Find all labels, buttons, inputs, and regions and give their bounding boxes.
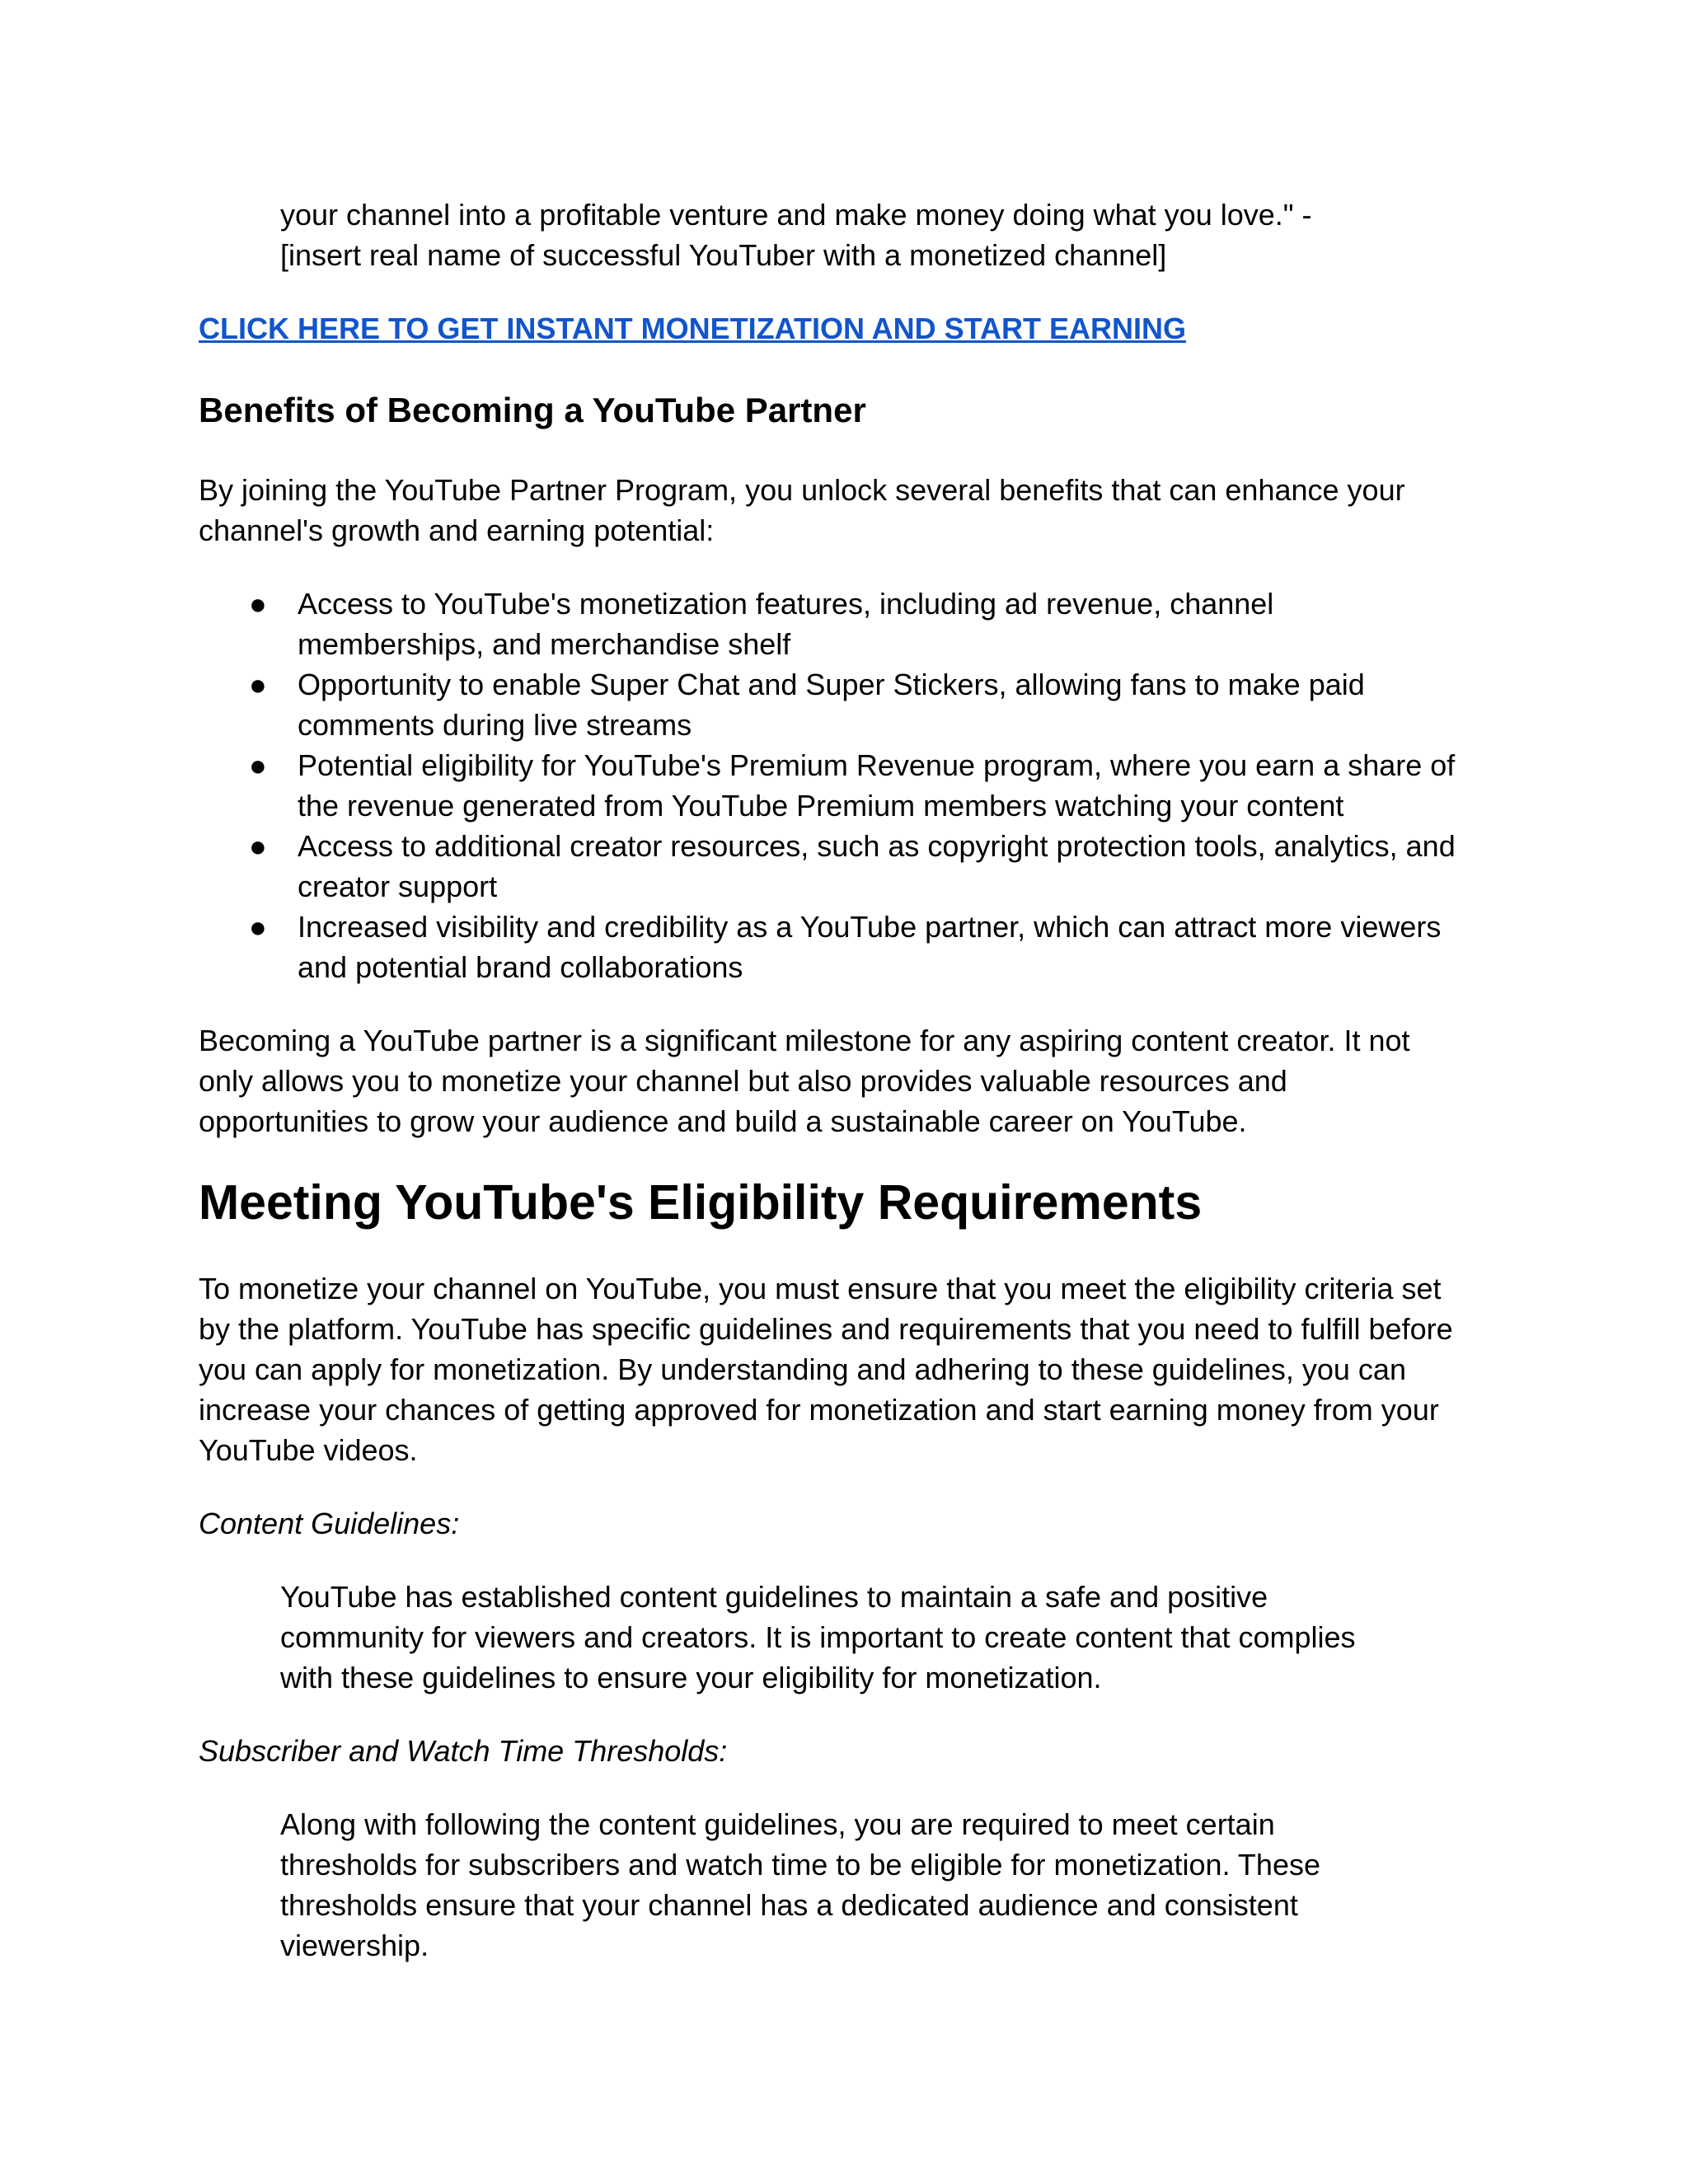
benefits-heading: Benefits of Becoming a YouTube Partner: [199, 391, 866, 429]
eligibility-heading: Meeting YouTube's Eligibility Requirements: [199, 1175, 1203, 1230]
bullet-icon: ●: [249, 910, 267, 944]
bullet-icon: ●: [249, 668, 267, 701]
bullet-icon: ●: [249, 587, 267, 621]
text-line: Access to additional creator resources, such as copyright protection tools, analytics, and: [298, 829, 1456, 863]
monetization-cta-link[interactable]: CLICK HERE TO GET INSTANT MONETIZATION AND START EARNING: [199, 312, 1186, 345]
benefits-list: [199, 583, 1501, 987]
text-line: thresholds for subscribers and watch time to be eligible for monetization. These: [280, 1848, 1320, 1882]
text-line: YouTube has established content guidelines to maintain a safe and positive: [280, 1580, 1268, 1614]
content-guidelines-text: [199, 1577, 1501, 1698]
text-line: opportunities to grow your audience and build a sustainable career on YouTube.: [199, 1104, 1247, 1138]
list-item: [199, 745, 1501, 826]
text-line: creator support: [298, 869, 498, 903]
list-item: [199, 907, 1501, 987]
eligibility-intro: [199, 1268, 1501, 1470]
benefits-outro: [199, 1020, 1501, 1141]
text-line: Potential eligibility for YouTube's Premium Revenue program, where you earn a share of: [298, 748, 1456, 782]
text-line: by the platform. YouTube has specific guidelines and requirements that you need to fulfill before: [199, 1312, 1453, 1346]
text-line: Becoming a YouTube partner is a significant milestone for any aspiring content creator. It not: [199, 1024, 1410, 1057]
text-line: memberships, and merchandise shelf: [298, 627, 791, 661]
quote-attribution: [insert real name of successful YouTuber with a monetized channel]: [280, 238, 1167, 272]
quote-line: your channel into a profitable venture and make money doing what you love." -: [280, 198, 1312, 232]
text-line: comments during live streams: [298, 708, 692, 742]
text-line: Opportunity to enable Super Chat and Super Stickers, allowing fans to make paid: [298, 668, 1365, 701]
text-line: with these guidelines to ensure your eligibility for monetization.: [280, 1661, 1102, 1694]
list-item: [199, 664, 1501, 745]
bullet-icon: ●: [249, 748, 267, 782]
text-line: Along with following the content guidelines, you are required to meet certain: [280, 1807, 1275, 1841]
text-line: Access to YouTube's monetization features, including ad revenue, channel: [298, 587, 1274, 621]
text-line: YouTube videos.: [199, 1433, 418, 1467]
list-item: [199, 583, 1501, 664]
document-page: [199, 194, 1501, 1966]
text-line: community for viewers and creators. It is important to create content that complies: [280, 1620, 1356, 1654]
text-line: increase your chances of getting approved for monetization and start earning money from your: [199, 1393, 1439, 1427]
benefits-intro: [199, 470, 1501, 551]
text-line: only allows you to monetize your channel but also provides valuable resources and: [199, 1064, 1287, 1098]
text-line: and potential brand collaborations: [298, 950, 743, 984]
thresholds-text: [199, 1804, 1501, 1966]
text-line: you can apply for monetization. By understanding and adhering to these guidelines, you can: [199, 1352, 1406, 1386]
text-line: By joining the YouTube Partner Program, you unlock several benefits that can enhance your: [199, 473, 1405, 507]
text-line: channel's growth and earning potential:: [199, 513, 715, 547]
content-guidelines-label: Content Guidelines:: [199, 1507, 460, 1540]
text-line: the revenue generated from YouTube Premium members watching your content: [298, 789, 1344, 823]
text-line: viewership.: [280, 1929, 429, 1962]
text-line: To monetize your channel on YouTube, you must ensure that you meet the eligibility criteria set: [199, 1272, 1442, 1305]
testimonial-quote: [199, 194, 1501, 275]
text-line: thresholds ensure that your channel has a dedicated audience and consistent: [280, 1888, 1298, 1922]
thresholds-label: Subscriber and Watch Time Thresholds:: [199, 1734, 728, 1768]
text-line: Increased visibility and credibility as a YouTube partner, which can attract more viewers: [298, 910, 1442, 944]
bullet-icon: ●: [249, 829, 267, 863]
list-item: [199, 826, 1501, 907]
